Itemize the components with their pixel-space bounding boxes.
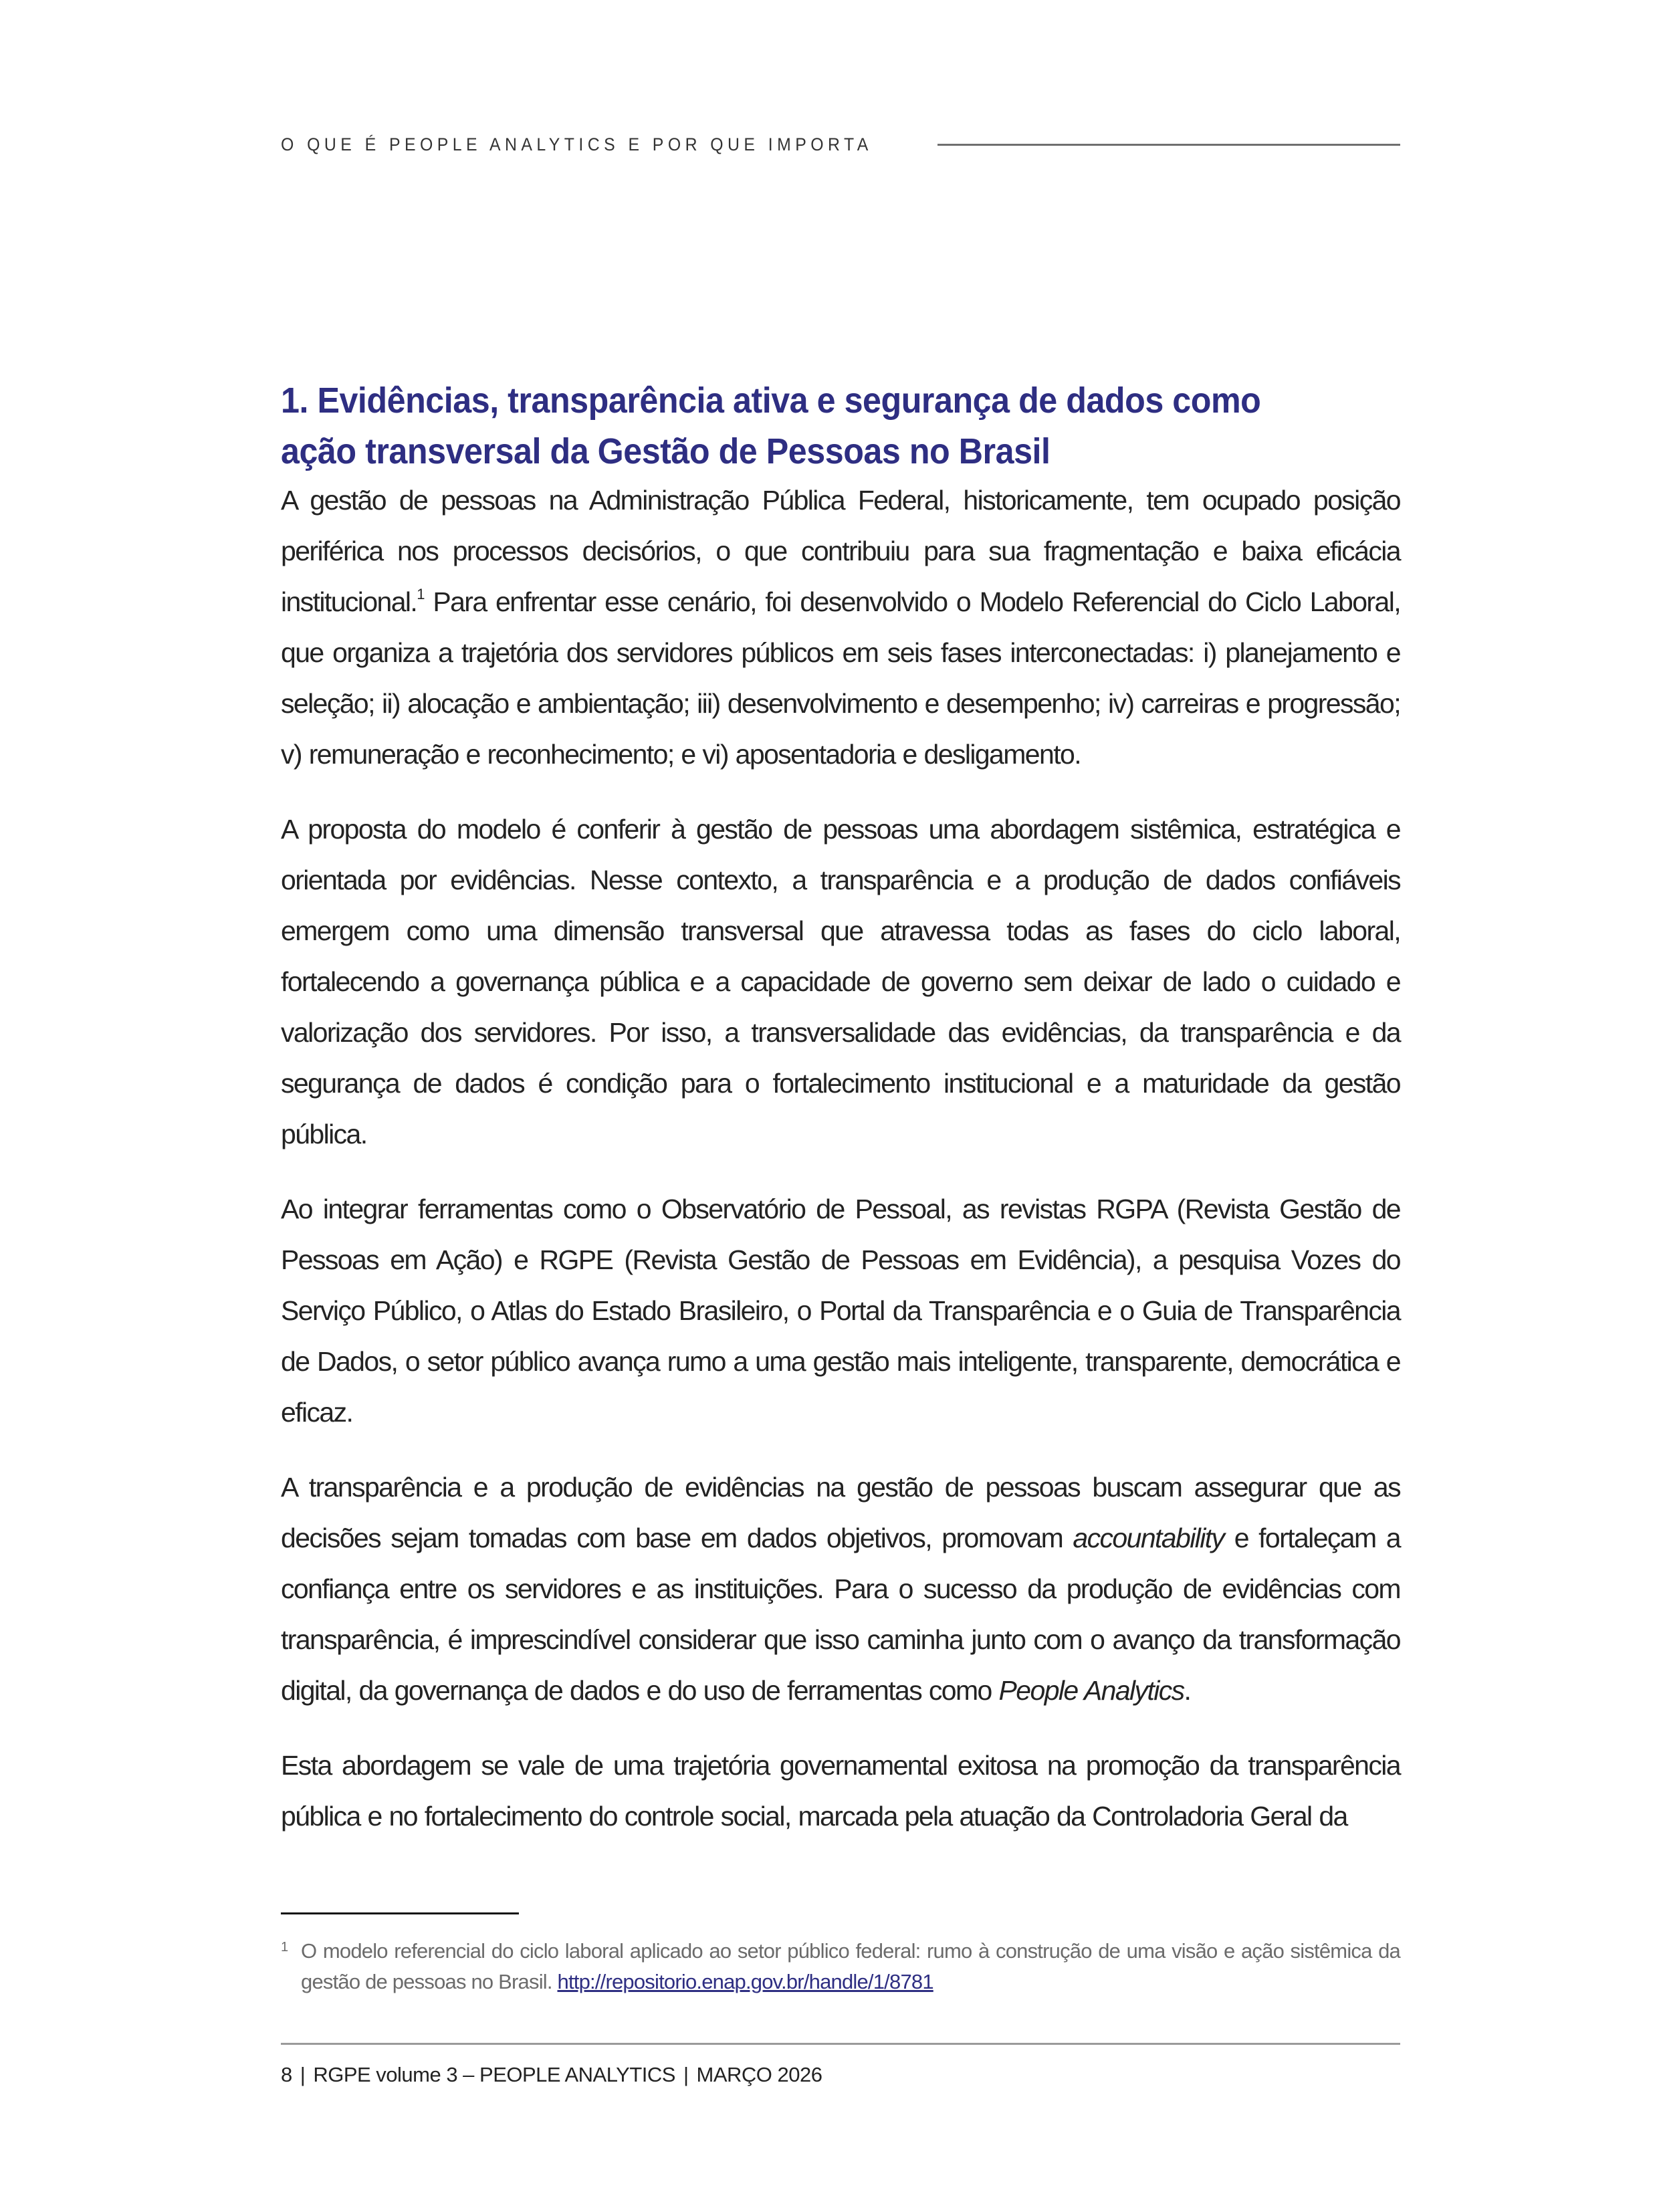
footnote-reference[interactable]: 1 [417,586,424,602]
footnote-link[interactable]: http://repositorio.enap.gov.br/handle/1/8781 [557,1970,933,1993]
footer-divider [281,2043,1400,2045]
paragraph-1-text-b: Para enfrentar esse cenário, foi desenvolvido o Modelo Referencial do Ciclo Laboral, que organiza a trajetória dos servidores públicos em seis fases interconectadas: i) planejamento e seleção; ii) alocação e ambientação; iii) desenvolvimento e desempenho; iv) carreiras e progressão; v) remuneração e reconhecimento; e vi) aposentadoria e desligamento. [281,586,1400,770]
running-header-title: O QUE É PEOPLE ANALYTICS E POR QUE IMPORTA [281,134,873,154]
section-title: 1. Evidências, transparência ativa e segurança de dados como ação transversal da Gestão de Pessoas no Brasil [281,380,1261,472]
footnote-text [281,1936,1400,1997]
footnote-number: 1 [281,1940,288,1955]
paragraph-2: A proposta do modelo é conferir à gestão de pessoas uma abordagem sistêmica, estratégica e orientada por evidências. Nesse contexto, a transparência e a produção de dados confiáveis emergem como uma dimensão transversal que atravessa todas as fases do ciclo laboral, fortalecendo a governança pública e a capacidade de governo sem deixar de lado o cuidado e valorização dos servidores. Por isso, a transversalidade das evidências, da transparência e da segurança de dados é condição para o fortalecimento institucional e a maturidade da gestão pública. [281,814,1400,1149]
paragraph-4-text-c: . [1184,1675,1191,1706]
footer-separator: | [683,2063,689,2086]
footer-separator: | [300,2063,306,2086]
page-footer [281,2063,822,2087]
paragraph-1-text-a: A gestão de pessoas na Administração Pública Federal, historicamente, tem ocupado posição periférica nos processos decisórios, o que contribuiu para sua fragmentação e baixa eficácia institucional. [281,485,1400,617]
paragraph-1 [281,475,1400,780]
header-divider [937,144,1400,146]
footnote-citation: O modelo referencial do ciclo laboral aplicado ao setor público federal: rumo à construção de uma visão e ação sistêmica da gestão de pessoas no Brasil. [301,1939,1400,1993]
paragraph-4 [281,1462,1400,1716]
paragraph-4-italic-accountability: accountability [1073,1523,1224,1553]
paragraph-4-text-b: e fortaleçam a confiança entre os servidores e as instituições. Para o sucesso da produção de evidências com transparência, é imprescindível considerar que isso caminha junto com o avanço da transformação digital, da governança de dados e do uso de ferramentas como [281,1523,1401,1706]
running-header [281,131,1400,158]
publication-name: RGPE volume 3 – PEOPLE ANALYTICS [313,2063,675,2086]
paragraph-4-italic-people-analytics: People Analytics [998,1675,1184,1706]
paragraph-4-text-a: A transparência e a produção de evidências na gestão de pessoas buscam assegurar que as decisões sejam tomadas com base em dados objetivos, promovam [281,1472,1400,1553]
footnote [281,1936,1400,1997]
footnote-divider [281,1912,519,1914]
paragraph-5: Esta abordagem se vale de uma trajetória governamental exitosa na promoção da transparência pública e no fortalecimento do controle social, marcada pela atuação da Controladoria Geral da [281,1750,1400,1832]
publication-date: MARÇO 2026 [696,2063,822,2086]
paragraph-3: Ao integrar ferramentas como o Observatório de Pessoal, as revistas RGPA (Revista Gestão de Pessoas em Ação) e RGPE (Revista Gestão de Pessoas em Evidência), a pesquisa Vozes do Serviço Público, o Atlas do Estado Brasileiro, o Portal da Transparência e o Guia de Transparência de Dados, o setor público avança rumo a uma gestão mais inteligente, transparente, democrática e eficaz. [281,1194,1400,1428]
article-body [281,475,1400,1866]
page-number: 8 [281,2063,292,2086]
